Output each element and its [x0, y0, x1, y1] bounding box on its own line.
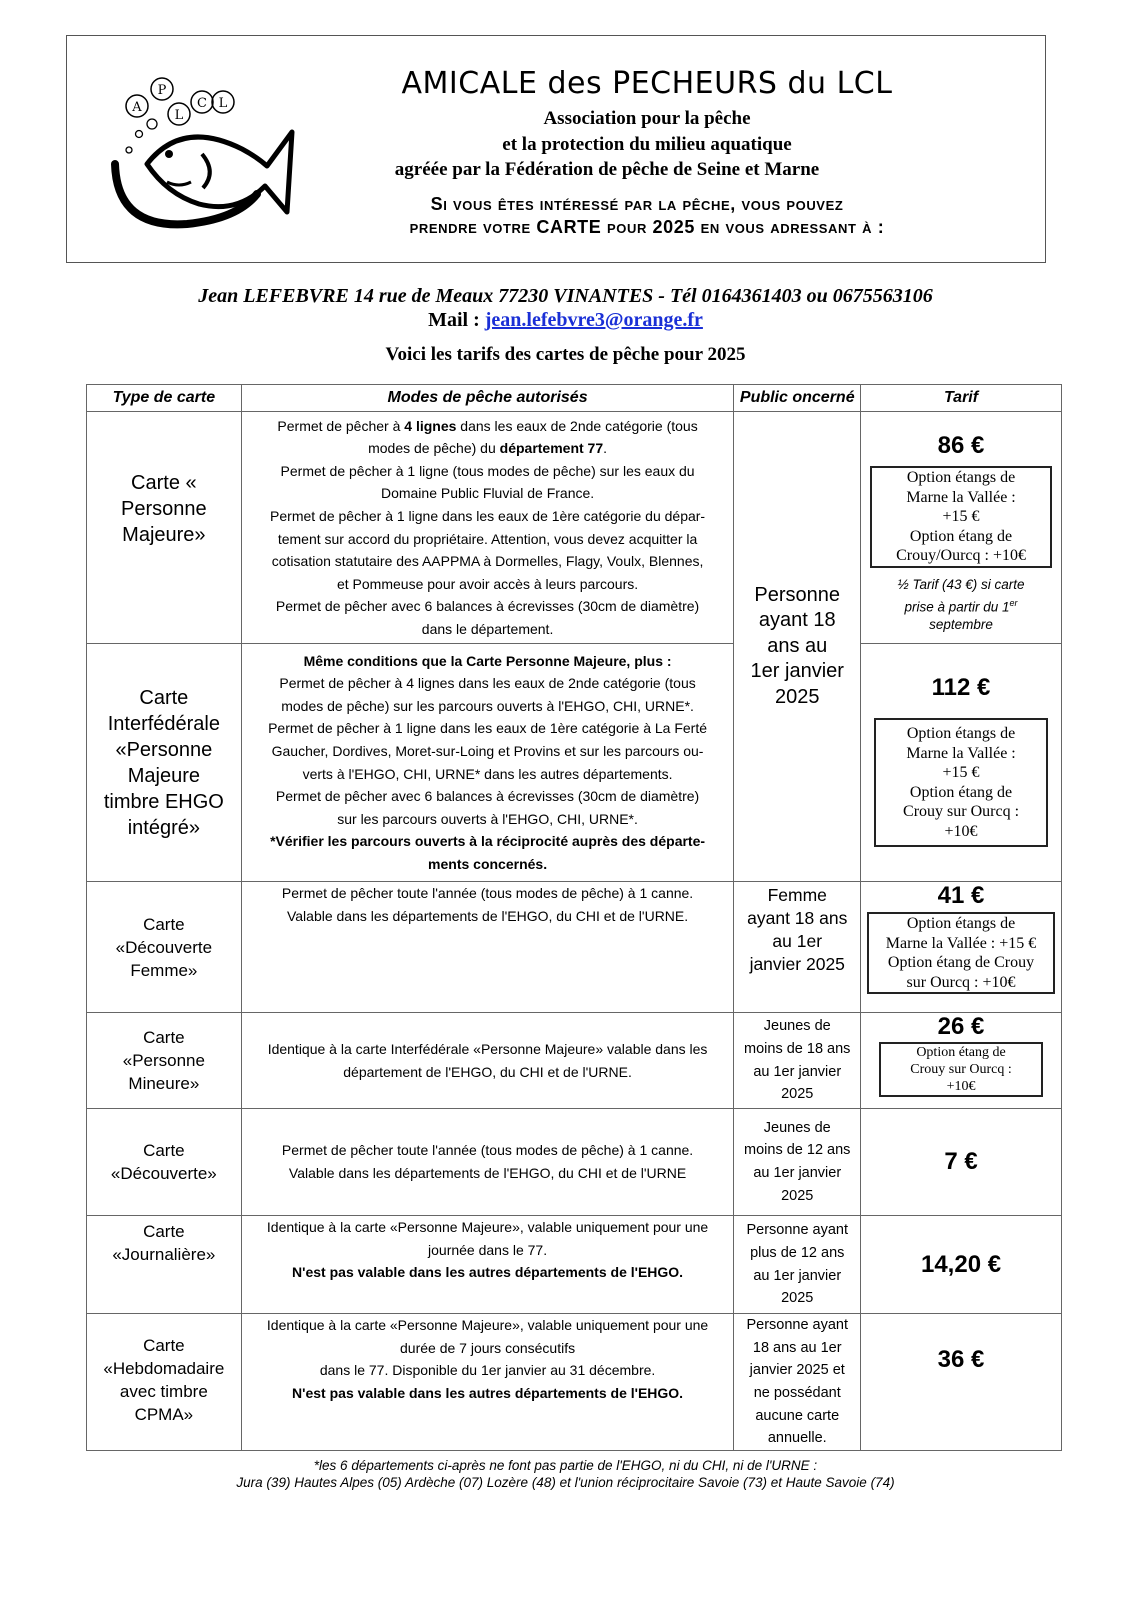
card-public [734, 1013, 861, 1109]
card-type [87, 882, 242, 1013]
card-type [87, 644, 242, 882]
mode-line: Permet de pêcher à 4 lignes dans les eaux de 2nde catégorie (tous [277, 417, 698, 434]
mode-line: *Vérifier les parcours ouverts à la réciprocité auprès des départe- [270, 833, 706, 850]
mode-line: Identique à la carte Interfédérale «Personne Majeure» valable dans les [267, 1040, 708, 1057]
option-line: Option étang de [916, 1045, 1006, 1060]
option-line: Option étangs de [906, 725, 1016, 742]
type-line: «Personne [115, 738, 213, 761]
mode-line: Identique à la carte «Personne Majeure», valable uniquement pour une [266, 1317, 709, 1333]
header-notice-2: prendre votre CARTE pour 2025 en vous adressant à : [409, 217, 885, 237]
mode-line: Permet de pêcher à 1 ligne dans les eaux de 1ère catégorie à La Ferté [268, 720, 708, 737]
type-line: «Hebdomadaire [103, 1359, 225, 1378]
fish-logo-icon [107, 54, 307, 239]
mode-line: tement sur accord du propriétaire. Attention, vous devez acquitter la [277, 530, 698, 547]
mail-label: Mail : [428, 309, 485, 331]
public-line: 18 ans au 1er [752, 1339, 842, 1356]
public-line: moins de 12 ans [744, 1142, 851, 1159]
option-line: Crouy sur Ourcq : [910, 1062, 1012, 1077]
type-line: Carte [143, 1141, 185, 1160]
type-line: Femme» [130, 960, 198, 980]
card-tarif [861, 1216, 1062, 1314]
mode-line: et Pommeuse pour avoir accès à leurs parcours. [336, 575, 639, 592]
public-line: au 1er janvier [753, 1063, 842, 1080]
footnote-line-2: Jura (39) Hautes Alpes (05) Ardèche (07) Lozère (48) et l'union réciprocitaire Savoie (73) et Haute Savoie (74) [236, 1475, 895, 1490]
public-line: annuelle. [767, 1430, 827, 1447]
price: 41 € [937, 882, 985, 909]
type-line: Personne [121, 498, 207, 520]
option-line: Marne la Vallée : [906, 744, 1016, 762]
public-line: ayant 18 ans [747, 908, 848, 928]
public-line: au 1er [772, 931, 823, 951]
header-subtitle-1: Association pour la pêche [543, 108, 751, 129]
card-public [734, 882, 861, 1013]
option-line: Option étangs de [906, 469, 1016, 486]
option-line: Option étang de [909, 783, 1013, 801]
header-tarif: Tarif [861, 385, 1062, 412]
mode-line: ments concernés. [428, 855, 548, 872]
public-line: aucune carte [755, 1407, 840, 1424]
public-line: Femme [767, 885, 827, 905]
contact-line: Jean LEFEBVRE 14 rue de Meaux 77230 VINANTES - Tél 0164361403 ou 0675563106 [198, 285, 933, 307]
half-price-note: ½ Tarif (43 €) si carte prise à partir du 1er septembre [897, 576, 1025, 632]
option-line: +10€ [944, 822, 978, 840]
table-row [87, 1109, 1062, 1216]
options-box [879, 1042, 1043, 1097]
footnote-line-1: *les 6 départements ci-après ne font pas partie de l'EHGO, ni du CHI, ni de l'URNE : [313, 1458, 818, 1473]
mail-link[interactable]: jean.lefebvre3@orange.fr [484, 309, 703, 331]
mode-line: Identique à la carte «Personne Majeure», valable uniquement pour une [266, 1219, 709, 1235]
header-title: AMICALE des PECHEURS du LCL [401, 66, 893, 101]
type-line: Carte [143, 1222, 185, 1241]
card-modes [241, 882, 734, 1013]
price: 86 € [937, 432, 985, 459]
tarifs-intro: Voici les tarifs des cartes de pêche pour 2025 [385, 344, 746, 365]
public-line: janvier 2025 [749, 954, 845, 974]
card-modes [241, 1109, 734, 1216]
card-modes [241, 412, 734, 644]
mode-line: N'est pas valable dans les autres départements de l'EHGO. [292, 1264, 684, 1281]
card-type [87, 1109, 242, 1216]
type-line: Carte [139, 686, 189, 709]
option-line: sur Ourcq : +10€ [906, 973, 1016, 991]
logo-letter-l2: L [218, 96, 228, 111]
header-subtitle-3: agréée par la Fédération de pêche de Seine et Marne [394, 159, 820, 180]
table-row [87, 1013, 1062, 1109]
option-line: Marne la Vallée : [906, 488, 1016, 506]
mode-line: dans le 77. Disponible du 1er janvier au 31 décembre. [319, 1362, 656, 1379]
mode-line: département de l'EHGO, du CHI et de l'URNE. [343, 1063, 632, 1080]
mode-line: N'est pas valable dans les autres départements de l'EHGO. [292, 1384, 684, 1401]
type-line: Carte [143, 1336, 185, 1355]
option-line: +15 € [942, 508, 980, 525]
type-line: intégré» [127, 816, 200, 839]
logo-letter-a: A [132, 100, 142, 115]
option-line: Option étang de Crouy [887, 954, 1035, 971]
price: 36 € [937, 1346, 985, 1373]
table-row [87, 412, 1062, 644]
mode-line: Permet de pêcher à 4 lignes dans les eaux de 2nde catégorie (tous [279, 675, 696, 692]
card-public [734, 1314, 861, 1451]
options-box [867, 912, 1055, 994]
card-public [734, 1216, 861, 1314]
price: 26 € [937, 1013, 985, 1040]
card-tarif [861, 882, 1062, 1013]
public-line: Jeunes de [763, 1119, 831, 1136]
public-line: ne possédant [753, 1385, 841, 1401]
option-line: Crouy sur Ourcq : [903, 803, 1020, 820]
option-line: Option étang de [909, 527, 1013, 545]
public-line: Jeunes de [763, 1018, 831, 1035]
public-line: 2025 [774, 685, 820, 708]
option-line: Marne la Vallée : +15 € [885, 934, 1037, 952]
type-line: Carte [143, 914, 185, 934]
header-public: Public oncerné [734, 385, 861, 412]
mode-line: durée de 7 jours consécutifs [400, 1339, 576, 1356]
card-public [734, 412, 861, 882]
type-line: Majeure [127, 764, 200, 787]
card-modes [241, 1216, 734, 1314]
price: 14,20 € [920, 1250, 1002, 1278]
mode-line: journée dans le 77. [428, 1241, 548, 1258]
option-line: Crouy/Ourcq : +10€ [896, 547, 1026, 564]
card-tarif [861, 1109, 1062, 1216]
logo-letter-p: P [157, 83, 167, 98]
card-modes [241, 644, 734, 882]
public-line: 1er janvier [750, 660, 844, 683]
mode-line: modes de pêche) du département 77. [368, 440, 608, 457]
options-box [874, 718, 1048, 847]
header-subtitle-2: et la protection du milieu aquatique [502, 134, 792, 155]
public-line: au 1er janvier [753, 1165, 842, 1181]
type-line: Mineure» [128, 1074, 200, 1093]
type-line: Majeure» [122, 524, 206, 546]
mode-line: Même conditions que la Carte Personne Majeure, plus : [303, 652, 672, 669]
public-line: plus de 12 ans [750, 1244, 845, 1261]
public-line: au 1er janvier [753, 1267, 842, 1284]
table-row [87, 1314, 1062, 1451]
mode-line: Permet de pêcher toute l'année (tous modes de pêche) à 1 canne. [281, 885, 694, 901]
public-line: ayant 18 [758, 609, 836, 632]
type-line: «Découverte» [110, 1164, 217, 1183]
card-modes [241, 1013, 734, 1109]
type-line: «Personne [122, 1051, 205, 1070]
mode-line: Permet de pêcher à 1 ligne dans les eaux de 1ère catégorie du dépar- [270, 507, 706, 524]
card-type [87, 1013, 242, 1109]
logo-letter-l1: L [174, 108, 184, 123]
card-tarif [861, 1013, 1062, 1109]
type-line: Carte « [131, 472, 197, 494]
card-tarif [861, 412, 1062, 644]
mode-line: modes de pêche) sur les parcours ouverts à l'EHGO, CHI, URNE*. [281, 697, 694, 714]
public-line: Personne ayant [746, 1222, 849, 1239]
price: 7 € [944, 1148, 978, 1175]
mode-line: dans le département. [421, 620, 554, 637]
public-line: moins de 18 ans [744, 1040, 851, 1057]
option-line: +10€ [946, 1079, 976, 1094]
public-line: 2025 [781, 1187, 814, 1204]
public-line: Personne ayant [746, 1317, 849, 1334]
card-tarif [861, 1314, 1062, 1451]
mode-line: Domaine Public Fluvial de France. [380, 485, 595, 502]
mode-line: Gaucher, Dordives, Moret-sur-Loing et Provins et sur les parcours ou- [271, 742, 704, 759]
mode-line: Permet de pêcher à 1 ligne (tous modes de pêche) sur les eaux du [280, 462, 695, 479]
table-row [87, 1216, 1062, 1314]
table-row [87, 882, 1062, 1013]
option-line: +15 € [942, 764, 980, 781]
header-box [66, 35, 1046, 263]
type-line: «Journalière» [112, 1245, 216, 1264]
type-line: CPMA» [134, 1405, 194, 1424]
card-tarif [861, 644, 1062, 882]
card-type [87, 1216, 242, 1314]
table-row [87, 644, 1062, 882]
mode-line: cotisation statutaire des AAPPMA à Dormelles, Flagy, Voulx, Blennes, [271, 553, 704, 570]
type-line: «Découverte [115, 937, 213, 957]
mode-line: Valable dans les départements de l'EHGO, du CHI et de l'URNE [288, 1165, 687, 1181]
card-type [87, 1314, 242, 1451]
public-line: 2025 [781, 1290, 814, 1307]
type-line: Interfédérale [107, 712, 220, 735]
mode-line: Permet de pêcher toute l'année (tous modes de pêche) à 1 canne. [281, 1142, 694, 1159]
options-box [870, 466, 1052, 568]
logo-letter-c: C [197, 96, 207, 111]
header-type: Type de carte [87, 385, 242, 412]
type-line: timbre EHGO [103, 790, 224, 813]
public-line: ans au [767, 634, 828, 657]
price: 112 € [931, 674, 991, 701]
type-line: avec timbre [119, 1382, 208, 1401]
public-line: janvier 2025 et [749, 1362, 845, 1379]
header-notice-1: Si vous êtes intéressé par la pêche, vous pouvez [430, 194, 844, 214]
card-type [87, 412, 242, 644]
public-line: Personne [754, 583, 841, 606]
card-modes [241, 1314, 734, 1451]
type-line: Carte [143, 1028, 185, 1047]
header-modes: Modes de pêche autorisés [241, 385, 734, 412]
mode-line: verts à l'EHGO, CHI, URNE* dans les autres départements. [302, 765, 673, 782]
card-public [734, 1109, 861, 1216]
table-header-row [87, 385, 1062, 412]
mode-line: Valable dans les départements de l'EHGO, du CHI et de l'URNE. [286, 907, 689, 924]
mode-line: Permet de pêcher avec 6 balances à écrevisses (30cm de diamètre) [275, 598, 700, 615]
mode-line: sur les parcours ouverts à l'EHGO, CHI, URNE*. [337, 810, 638, 827]
tarifs-table [86, 384, 1062, 1451]
public-line: 2025 [781, 1086, 814, 1103]
option-line: Option étangs de [906, 915, 1016, 932]
contact-mail-line [0, 309, 1131, 332]
mode-line: Permet de pêcher avec 6 balances à écrevisses (30cm de diamètre) [275, 788, 700, 805]
